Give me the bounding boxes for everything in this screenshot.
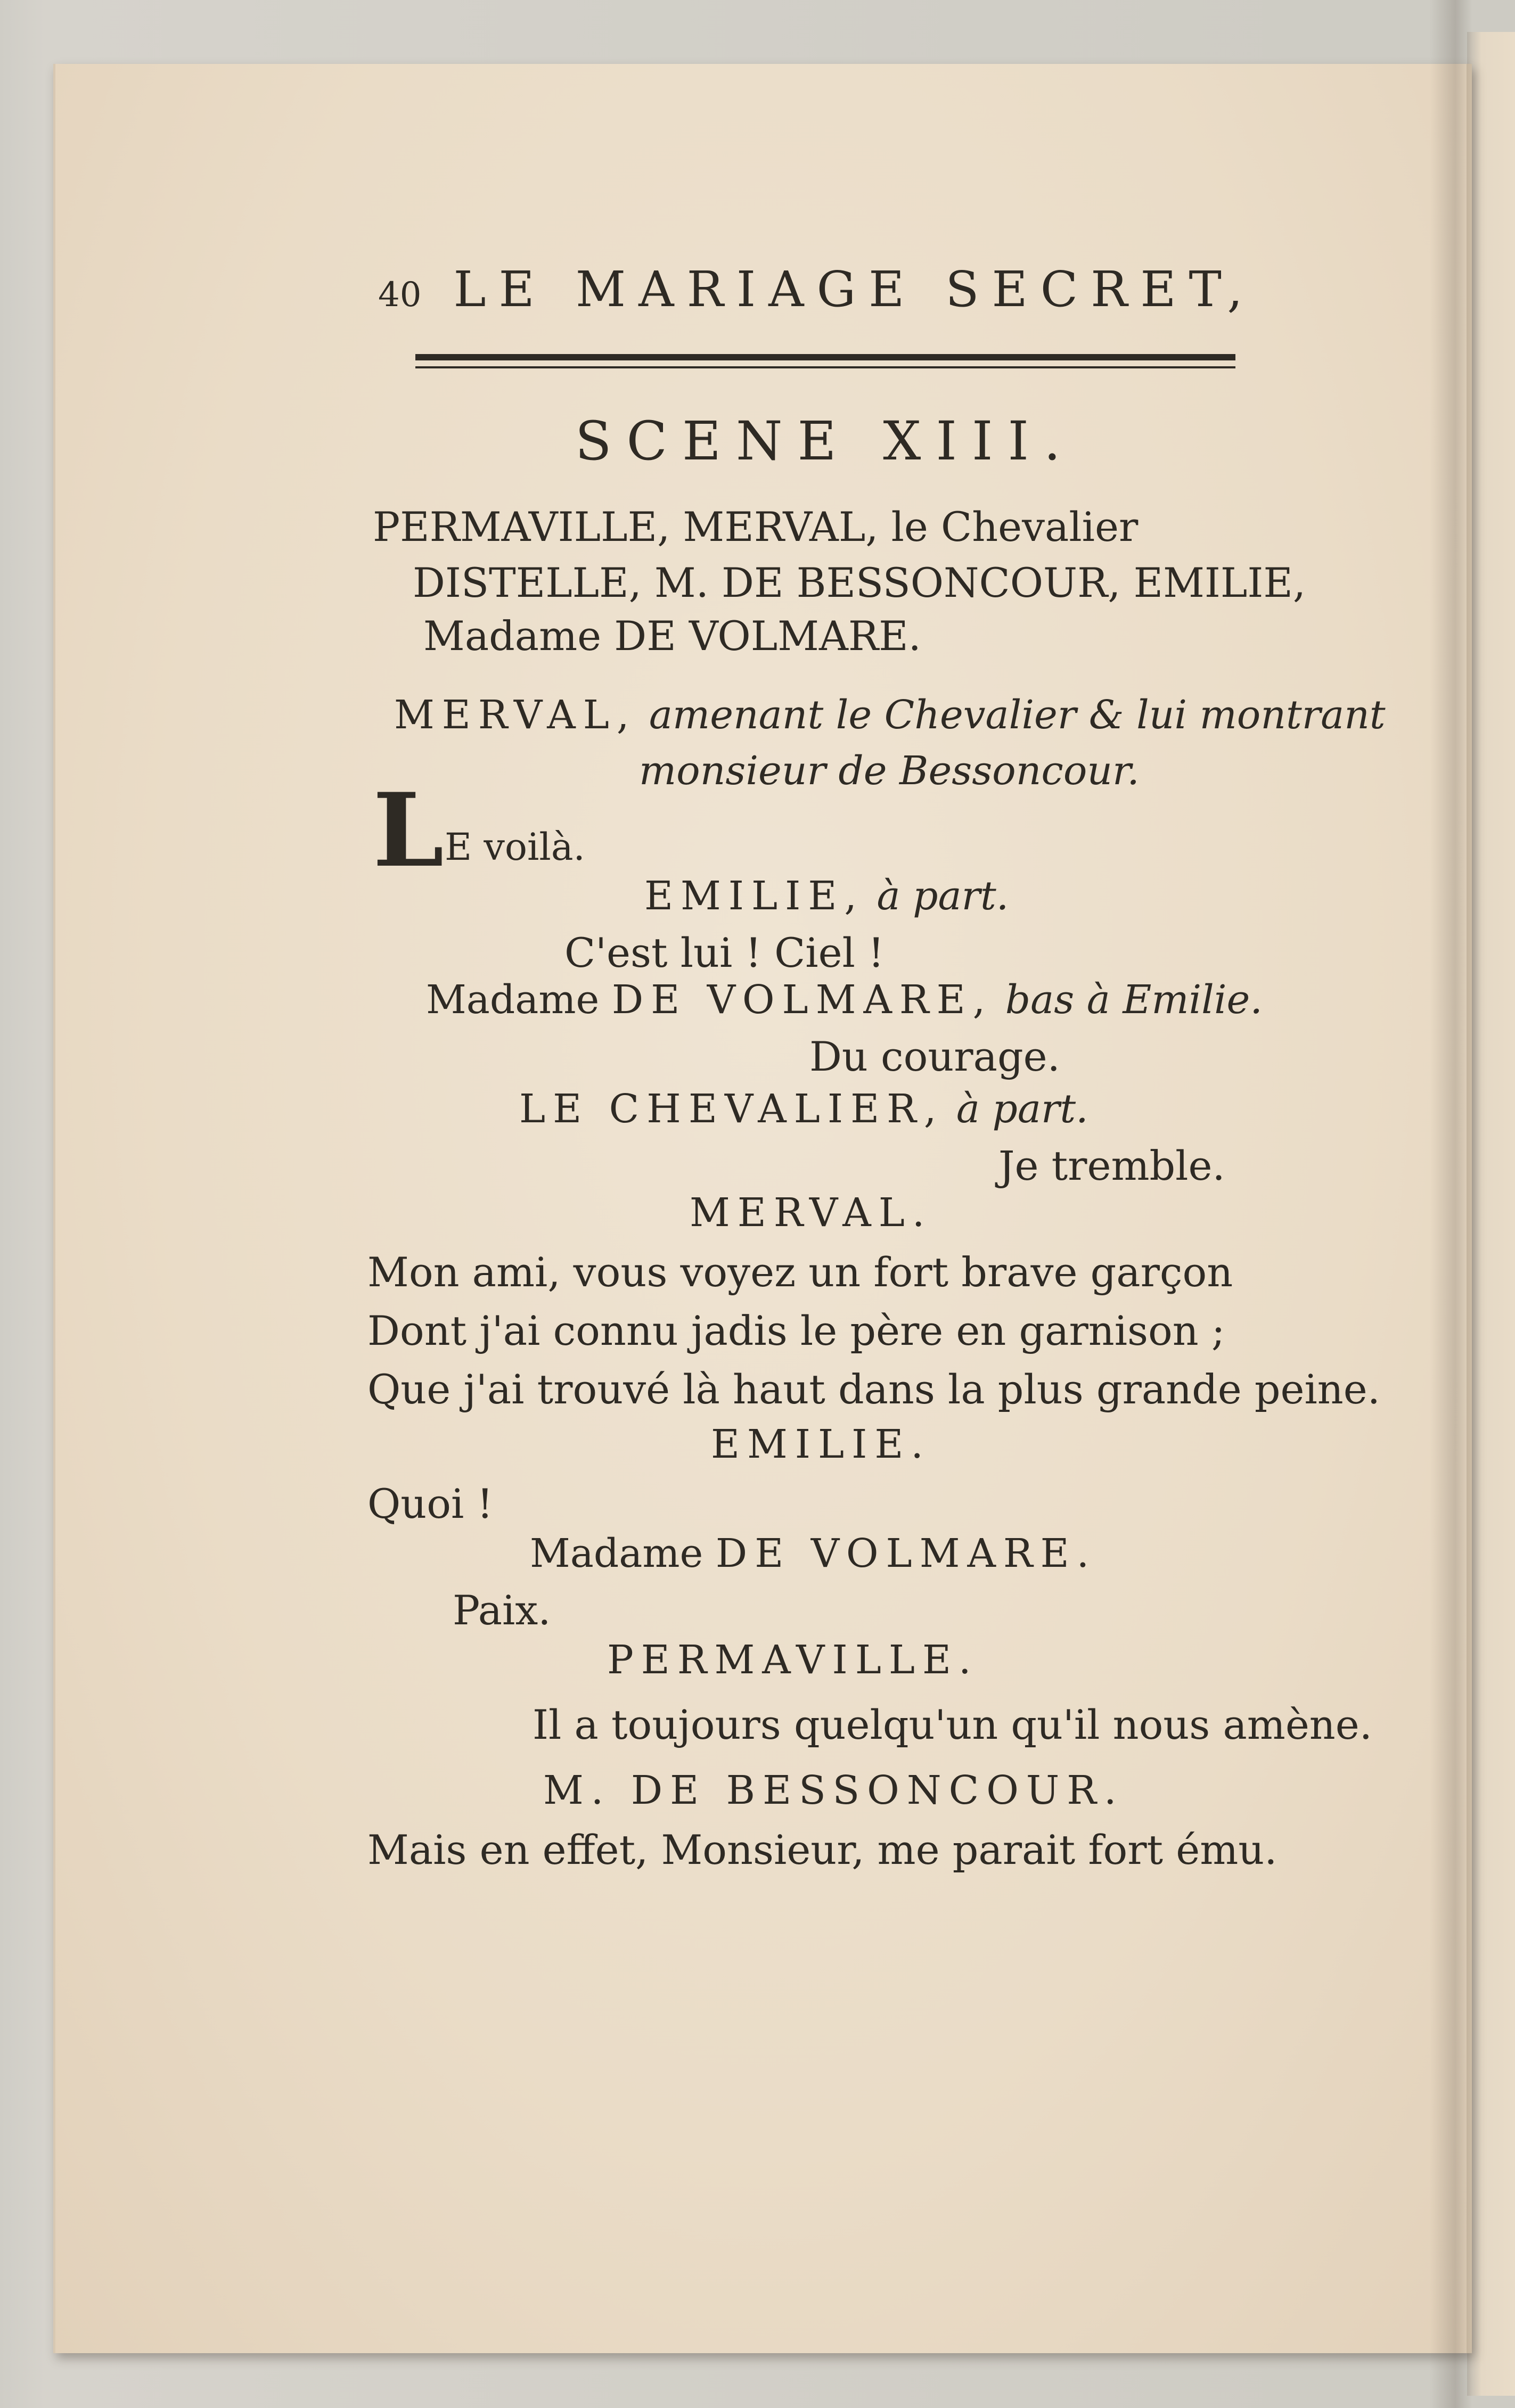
- speaker-merval-line: [394, 692, 1386, 738]
- running-header: [378, 261, 1256, 318]
- running-title: LE MARIAGE SECRET,: [453, 261, 1256, 318]
- verse-line: Mais en effet, Monsieur, me parait fort ému.: [367, 1826, 1277, 1873]
- speaker-name: PERMAVILLE.: [607, 1637, 979, 1683]
- stage-direction: bas à Emilie.: [1005, 977, 1263, 1023]
- verse-line: Que j'ai trouvé là haut dans la plus grande peine.: [367, 1366, 1380, 1413]
- header-rule-thin: [415, 366, 1235, 368]
- speaker-name: EMILIE,: [644, 873, 864, 919]
- stage-direction: à part.: [877, 873, 1009, 919]
- stage-direction: à part.: [956, 1086, 1088, 1132]
- stage-direction: amenant le Chevalier & lui montrant: [649, 692, 1386, 738]
- verse-line: Il a toujours quelqu'un qu'il nous amène.: [533, 1701, 1372, 1748]
- next-page-edge: [1467, 32, 1515, 2396]
- binding-shadow: [1430, 0, 1472, 2408]
- speaker-name: EMILIE.: [711, 1421, 931, 1467]
- speaker-name: DE VOLMARE,: [611, 977, 993, 1023]
- speaker-emilie-line: [644, 873, 1009, 919]
- speaker-name: DE VOLMARE.: [715, 1531, 1097, 1576]
- drop-cap: L: [373, 771, 444, 890]
- speaker-volmare-line: [426, 977, 1263, 1023]
- cast-line-2: DISTELLE, M. DE BESSONCOUR, EMILIE,: [413, 559, 1306, 606]
- speaker-name: MERVAL.: [690, 1190, 932, 1236]
- speaker-title: Madame: [426, 977, 600, 1023]
- cast-line-3: Madame DE VOLMARE.: [423, 612, 921, 660]
- dialogue-line: E voilà.: [445, 825, 585, 869]
- page-number: 40: [378, 275, 422, 315]
- header-rule-thick: [415, 354, 1235, 360]
- verse-line: Dont j'ai connu jadis le père en garnison ;: [367, 1307, 1225, 1354]
- dialogue-line: Quoi !: [367, 1480, 494, 1527]
- dialogue-line: Paix.: [453, 1587, 551, 1634]
- scene-title: SCENE XIII.: [575, 410, 1076, 472]
- cast-line-1: PERMAVILLE, MERVAL, le Chevalier: [373, 503, 1139, 550]
- speaker-name: LE CHEVALIER,: [519, 1086, 944, 1132]
- speaker-name: MERVAL,: [394, 692, 637, 738]
- dialogue-line: Je tremble.: [998, 1142, 1225, 1189]
- speaker-title: Madame: [530, 1531, 703, 1576]
- verse-line: Mon ami, vous voyez un fort brave garçon: [367, 1248, 1233, 1296]
- speaker-chevalier-line: [519, 1086, 1088, 1132]
- dialogue-line: C'est lui ! Ciel !: [564, 929, 885, 976]
- speaker-name: M. DE BESSONCOUR.: [543, 1768, 1124, 1813]
- speaker-volmare-line: [530, 1531, 1096, 1576]
- stage-direction-cont: monsieur de Bessoncour.: [639, 748, 1140, 794]
- dialogue-line: Du courage.: [809, 1033, 1060, 1080]
